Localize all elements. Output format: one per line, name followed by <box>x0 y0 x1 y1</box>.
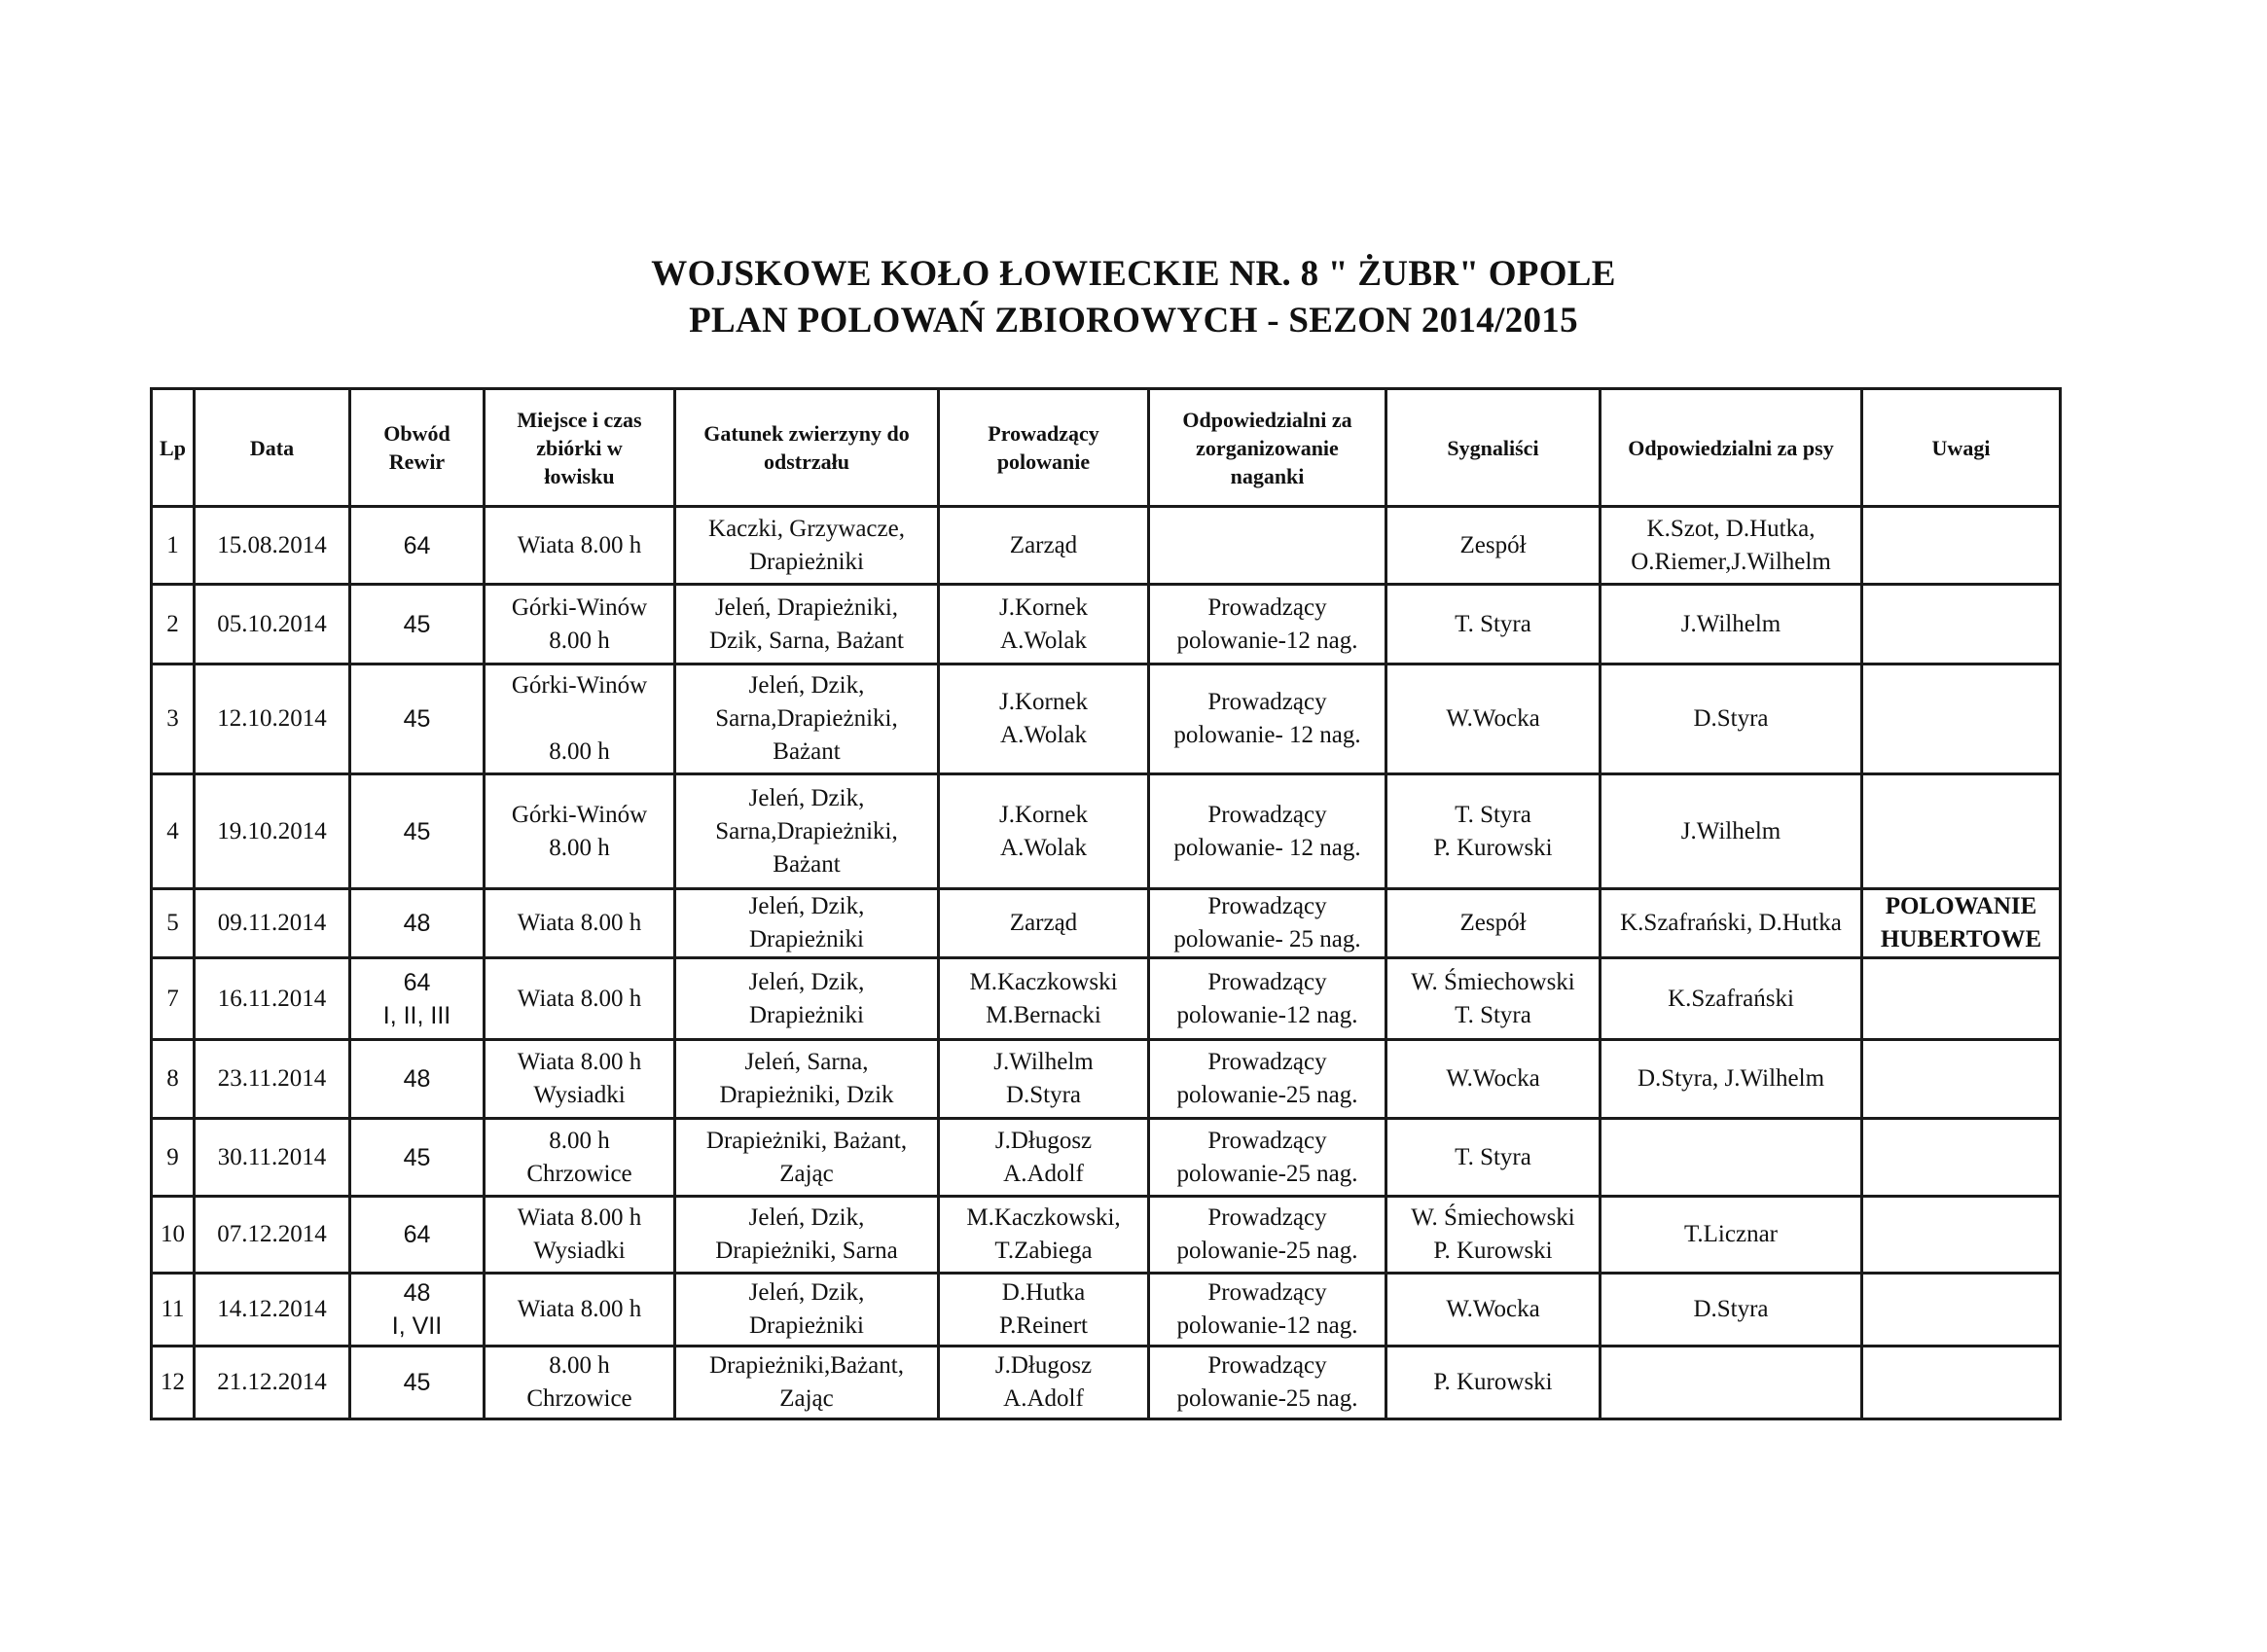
cell-prowadzacy: Zarząd <box>939 889 1149 958</box>
cell-lp: 4 <box>152 774 195 889</box>
table-header-row <box>152 389 2061 507</box>
cell-naganka: Prowadzący polowanie-25 nag. <box>1149 1119 1386 1197</box>
cell-obwod: 64 <box>350 507 485 585</box>
cell-data: 21.12.2014 <box>195 1347 350 1419</box>
table-row <box>152 1040 2061 1119</box>
cell-miejsce: Górki-Winów 8.00 h <box>485 774 675 889</box>
cell-sygnalisci: W.Wocka <box>1386 664 1601 774</box>
cell-data: 30.11.2014 <box>195 1119 350 1197</box>
cell-miejsce: Wiata 8.00 h Wysiadki <box>485 1040 675 1119</box>
cell-miejsce: 8.00 h Chrzowice <box>485 1347 675 1419</box>
cell-data: 09.11.2014 <box>195 889 350 958</box>
cell-uwagi <box>1862 774 2061 889</box>
cell-lp: 12 <box>152 1347 195 1419</box>
cell-miejsce: Wiata 8.00 h Wysiadki <box>485 1197 675 1274</box>
cell-data: 19.10.2014 <box>195 774 350 889</box>
cell-gatunek: Jeleń, Dzik, Drapieżniki <box>675 958 939 1040</box>
cell-sygnalisci: W. Śmiechowski P. Kurowski <box>1386 1197 1601 1274</box>
cell-psy: T.Licznar <box>1601 1197 1862 1274</box>
cell-miejsce: Wiata 8.00 h <box>485 1274 675 1347</box>
header-lp: Lp <box>152 389 195 507</box>
cell-naganka: Prowadzący polowanie- 25 nag. <box>1149 889 1386 958</box>
header-obwod: Obwód Rewir <box>350 389 485 507</box>
cell-gatunek: Drapieżniki, Bażant, Zając <box>675 1119 939 1197</box>
header-prowadzacy: Prowadzący polowanie <box>939 389 1149 507</box>
cell-obwod: 45 <box>350 585 485 664</box>
cell-lp: 5 <box>152 889 195 958</box>
cell-uwagi <box>1862 585 2061 664</box>
cell-data: 12.10.2014 <box>195 664 350 774</box>
document-title <box>0 251 2267 344</box>
cell-gatunek: Jeleń, Dzik, Sarna,Drapieżniki, Bażant <box>675 664 939 774</box>
table-row <box>152 774 2061 889</box>
cell-obwod: 64 I, II, III <box>350 958 485 1040</box>
cell-data: 23.11.2014 <box>195 1040 350 1119</box>
table-row <box>152 1197 2061 1274</box>
cell-lp: 10 <box>152 1197 195 1274</box>
cell-obwod: 48 <box>350 889 485 958</box>
cell-naganka: Prowadzący polowanie-12 nag. <box>1149 958 1386 1040</box>
table-body <box>152 507 2061 1419</box>
cell-uwagi <box>1862 1040 2061 1119</box>
table-row <box>152 958 2061 1040</box>
cell-sygnalisci: Zespół <box>1386 507 1601 585</box>
cell-prowadzacy: M.Kaczkowski, T.Zabiega <box>939 1197 1149 1274</box>
cell-data: 05.10.2014 <box>195 585 350 664</box>
table-row <box>152 507 2061 585</box>
cell-gatunek: Kaczki, Grzywacze, Drapieżniki <box>675 507 939 585</box>
cell-sygnalisci: W. Śmiechowski T. Styra <box>1386 958 1601 1040</box>
cell-prowadzacy: D.Hutka P.Reinert <box>939 1274 1149 1347</box>
cell-lp: 8 <box>152 1040 195 1119</box>
cell-sygnalisci: W.Wocka <box>1386 1040 1601 1119</box>
table-row <box>152 1274 2061 1347</box>
cell-gatunek: Jeleń, Dzik, Drapieżniki <box>675 889 939 958</box>
cell-gatunek: Jeleń, Dzik, Drapieżniki, Sarna <box>675 1197 939 1274</box>
cell-sygnalisci: W.Wocka <box>1386 1274 1601 1347</box>
cell-gatunek: Jeleń, Drapieżniki, Dzik, Sarna, Bażant <box>675 585 939 664</box>
cell-uwagi <box>1862 507 2061 585</box>
cell-obwod: 48 <box>350 1040 485 1119</box>
cell-uwagi <box>1862 1347 2061 1419</box>
cell-obwod: 45 <box>350 1347 485 1419</box>
title-line-1: WOJSKOWE KOŁO ŁOWIECKIE NR. 8 " ŻUBR" OPOLE <box>651 254 1616 294</box>
header-psy: Odpowiedzialni za psy <box>1601 389 1862 507</box>
cell-lp: 9 <box>152 1119 195 1197</box>
cell-psy: J.Wilhelm <box>1601 585 1862 664</box>
cell-data: 15.08.2014 <box>195 507 350 585</box>
cell-naganka: Prowadzący polowanie-12 nag. <box>1149 1274 1386 1347</box>
cell-lp: 2 <box>152 585 195 664</box>
header-data: Data <box>195 389 350 507</box>
cell-psy <box>1601 1119 1862 1197</box>
header-sygnalisci: Sygnaliści <box>1386 389 1601 507</box>
cell-prowadzacy: J.Wilhelm D.Styra <box>939 1040 1149 1119</box>
cell-sygnalisci: P. Kurowski <box>1386 1347 1601 1419</box>
cell-lp: 3 <box>152 664 195 774</box>
cell-sygnalisci: T. Styra <box>1386 1119 1601 1197</box>
cell-psy <box>1601 1347 1862 1419</box>
cell-sygnalisci: T. Styra <box>1386 585 1601 664</box>
cell-obwod: 45 <box>350 664 485 774</box>
cell-obwod: 64 <box>350 1197 485 1274</box>
table-row <box>152 889 2061 958</box>
cell-uwagi <box>1862 1119 2061 1197</box>
header-uwagi: Uwagi <box>1862 389 2061 507</box>
cell-uwagi <box>1862 1197 2061 1274</box>
cell-psy: J.Wilhelm <box>1601 774 1862 889</box>
header-gatunek: Gatunek zwierzyny do odstrzału <box>675 389 939 507</box>
cell-gatunek: Jeleń, Dzik, Sarna,Drapieżniki, Bażant <box>675 774 939 889</box>
cell-miejsce: 8.00 h Chrzowice <box>485 1119 675 1197</box>
cell-sygnalisci: T. Styra P. Kurowski <box>1386 774 1601 889</box>
cell-sygnalisci: Zespół <box>1386 889 1601 958</box>
cell-uwagi: POLOWANIE HUBERTOWE <box>1862 889 2061 958</box>
cell-psy: D.Styra <box>1601 664 1862 774</box>
cell-obwod: 45 <box>350 774 485 889</box>
cell-uwagi <box>1862 664 2061 774</box>
table-row <box>152 585 2061 664</box>
cell-miejsce: Górki-Winów 8.00 h <box>485 664 675 774</box>
cell-psy: K.Szafrański, D.Hutka <box>1601 889 1862 958</box>
cell-psy: D.Styra, J.Wilhelm <box>1601 1040 1862 1119</box>
cell-naganka: Prowadzący polowanie- 12 nag. <box>1149 774 1386 889</box>
cell-data: 14.12.2014 <box>195 1274 350 1347</box>
cell-naganka: Prowadzący polowanie-25 nag. <box>1149 1347 1386 1419</box>
cell-data: 16.11.2014 <box>195 958 350 1040</box>
cell-naganka: Prowadzący polowanie-25 nag. <box>1149 1197 1386 1274</box>
cell-miejsce: Wiata 8.00 h <box>485 958 675 1040</box>
cell-gatunek: Jeleń, Sarna, Drapieżniki, Dzik <box>675 1040 939 1119</box>
header-naganka: Odpowiedzialni za zorganizowanie naganki <box>1149 389 1386 507</box>
cell-uwagi <box>1862 958 2061 1040</box>
cell-lp: 1 <box>152 507 195 585</box>
cell-prowadzacy: J.Kornek A.Wolak <box>939 585 1149 664</box>
cell-prowadzacy: Zarząd <box>939 507 1149 585</box>
cell-prowadzacy: J.Długosz A.Adolf <box>939 1119 1149 1197</box>
cell-uwagi <box>1862 1274 2061 1347</box>
table-row <box>152 664 2061 774</box>
cell-naganka: Prowadzący polowanie- 12 nag. <box>1149 664 1386 774</box>
cell-prowadzacy: J.Długosz A.Adolf <box>939 1347 1149 1419</box>
cell-lp: 7 <box>152 958 195 1040</box>
cell-prowadzacy: J.Kornek A.Wolak <box>939 774 1149 889</box>
header-miejsce: Miejsce i czas zbiórki w łowisku <box>485 389 675 507</box>
cell-data: 07.12.2014 <box>195 1197 350 1274</box>
table-row <box>152 1119 2061 1197</box>
cell-miejsce: Wiata 8.00 h <box>485 507 675 585</box>
hunt-plan-table <box>150 387 2062 1420</box>
table-row <box>152 1347 2061 1419</box>
cell-psy: D.Styra <box>1601 1274 1862 1347</box>
cell-gatunek: Jeleń, Dzik, Drapieżniki <box>675 1274 939 1347</box>
cell-miejsce: Górki-Winów 8.00 h <box>485 585 675 664</box>
cell-gatunek: Drapieżniki,Bażant, Zając <box>675 1347 939 1419</box>
cell-miejsce: Wiata 8.00 h <box>485 889 675 958</box>
cell-naganka: Prowadzący polowanie-25 nag. <box>1149 1040 1386 1119</box>
cell-obwod: 48 I, VII <box>350 1274 485 1347</box>
title-line-2: PLAN POLOWAŃ ZBIOROWYCH - SEZON 2014/2015 <box>689 301 1578 341</box>
cell-psy: K.Szafrański <box>1601 958 1862 1040</box>
cell-obwod: 45 <box>350 1119 485 1197</box>
cell-prowadzacy: M.Kaczkowski M.Bernacki <box>939 958 1149 1040</box>
cell-lp: 11 <box>152 1274 195 1347</box>
cell-naganka: Prowadzący polowanie-12 nag. <box>1149 585 1386 664</box>
cell-prowadzacy: J.Kornek A.Wolak <box>939 664 1149 774</box>
cell-naganka <box>1149 507 1386 585</box>
cell-psy: K.Szot, D.Hutka, O.Riemer,J.Wilhelm <box>1601 507 1862 585</box>
